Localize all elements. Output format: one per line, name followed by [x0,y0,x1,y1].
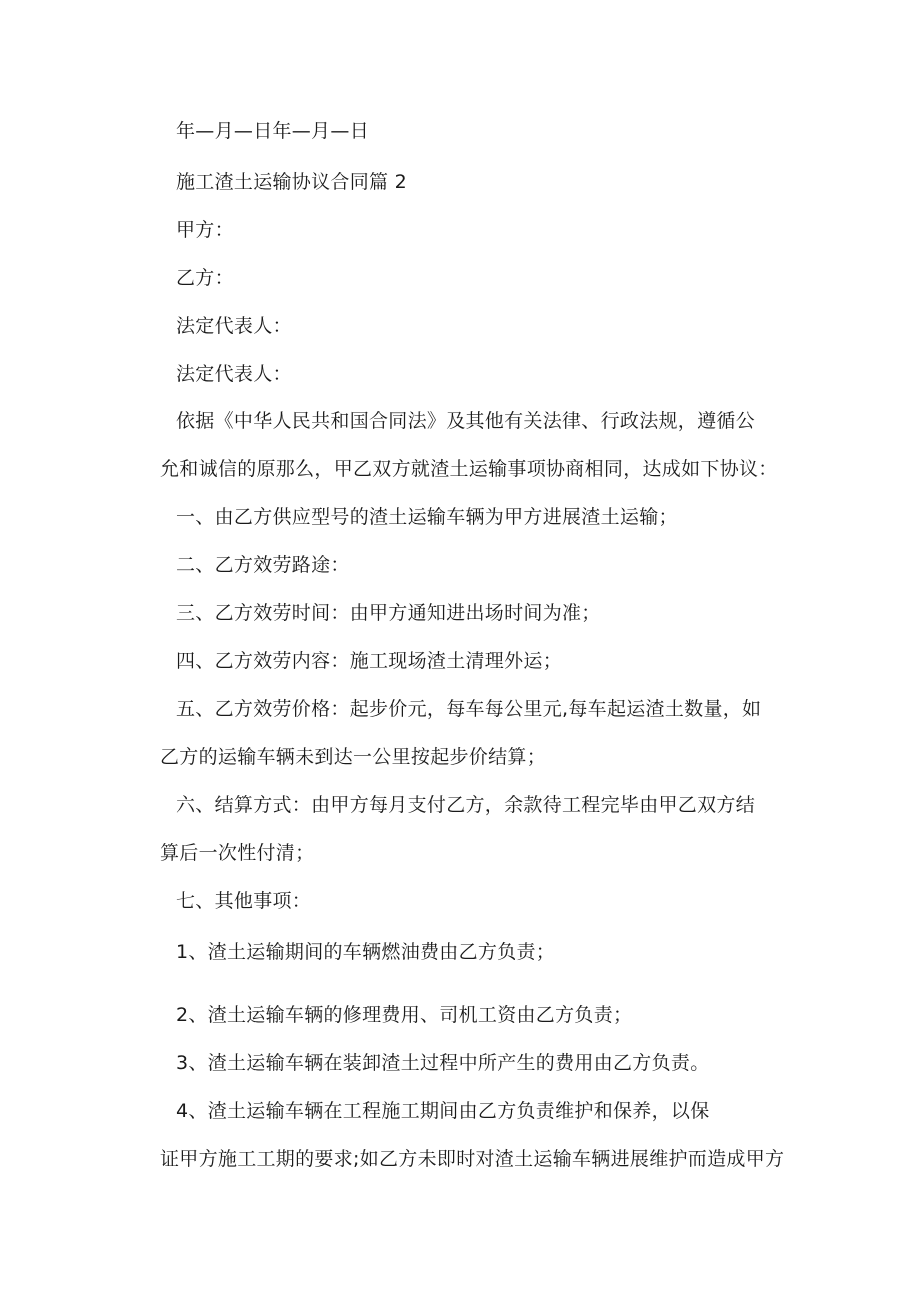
clause-5-line-1: 五、乙方效劳价格：起步价元，每车每公里元,每车起运渣土数量，如 [176,698,762,720]
clause-4: 四、乙方效劳内容：施工现场渣土清理外运； [176,650,563,672]
clause-2: 二、乙方效劳路途： [176,554,350,576]
clause-5-line-2: 乙方的运输车辆未到达一公里按起步价结算； [160,746,547,768]
clause-3: 三、乙方效劳时间：由甲方通知进出场时间为准； [176,602,601,624]
legal-rep-b-label: 法定代表人： [176,363,292,385]
party-a-label: 甲方： [176,219,234,241]
item-1: 1、渣土运输期间的车辆燃油费由乙方负责； [176,941,556,963]
item-4-line-1: 4、渣土运输车辆在工程施工期间由乙方负责维护和保养，以保 [176,1100,710,1122]
legal-rep-a-label: 法定代表人： [176,315,292,337]
item-3: 3、渣土运输车辆在装卸渣土过程中所产生的费用由乙方负责。 [176,1052,710,1074]
party-b-label: 乙方： [176,267,234,289]
clause-6-line-1: 六、结算方式：由甲方每月支付乙方，余款待工程完毕由甲乙双方结 [176,794,756,816]
preamble-line-2: 允和诚信的原那么，甲乙双方就渣土运输事项协商相同，达成如下协议： [160,458,778,480]
clause-6-line-2: 算后一次性付清； [160,842,315,864]
clause-1: 一、由乙方供应型号的渣土运输车辆为甲方进展渣土运输； [176,506,678,528]
clause-7: 七、其他事项： [176,890,312,912]
item-4-line-2: 证甲方施工工期的要求;如乙方未即时对渣土运输车辆进展维护而造成甲方 [160,1148,785,1170]
item-2: 2、渣土运输车辆的修理费用、司机工资由乙方负责； [176,1004,633,1026]
preamble-line-1: 依据《中华人民共和国合同法》及其他有关法律、行政法规，遵循公 [176,410,756,432]
date-line: 年—月—日年—月—日 [176,120,370,142]
contract-title: 施工渣土运输协议合同篇 2 [176,171,408,193]
